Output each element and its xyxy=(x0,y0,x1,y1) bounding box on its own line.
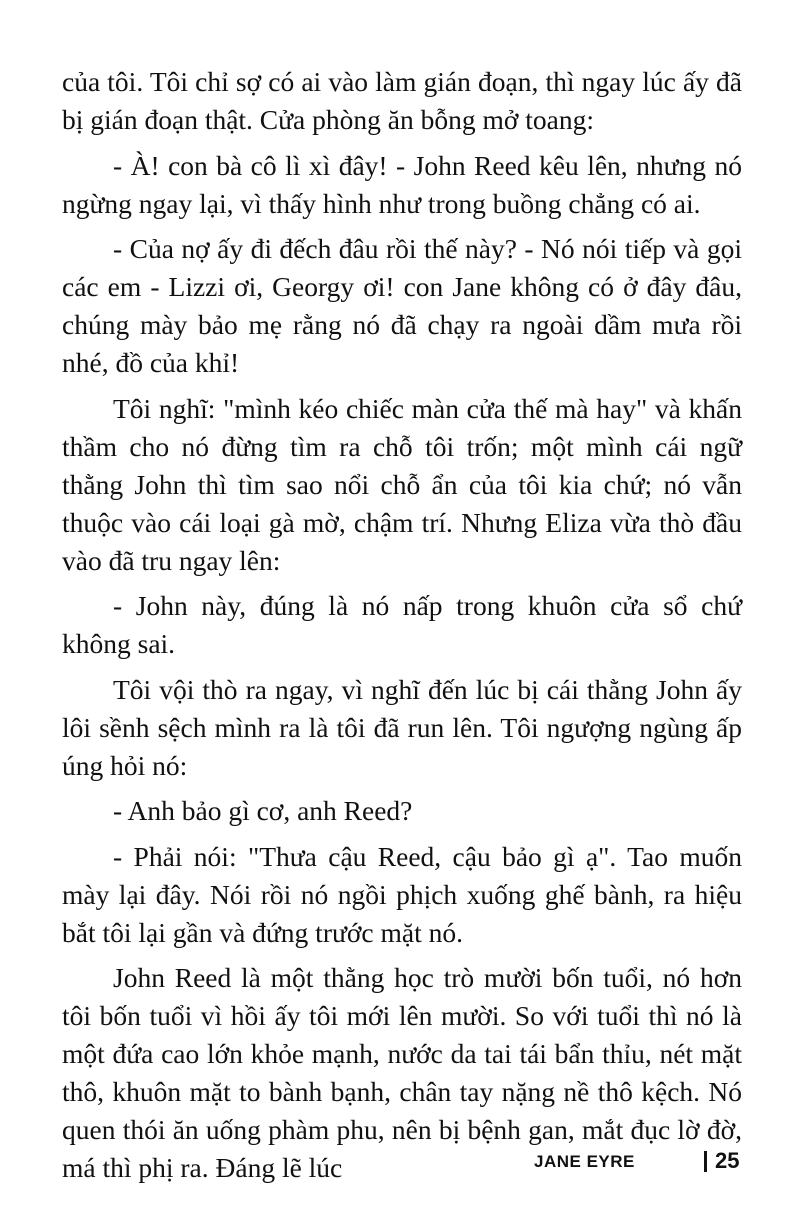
running-head: JANE EYRE xyxy=(534,1152,635,1171)
paragraph: của tôi. Tôi chỉ sợ có ai vào làm gián đoạn, thì ngay lúc ấy đã bị gián đoạn thật. Cửa phòng ăn bỗng mở toang: xyxy=(62,66,742,135)
page-footer xyxy=(0,1148,800,1178)
folio-divider xyxy=(704,1151,707,1172)
paragraph: Tôi vội thò ra ngay, vì nghĩ đến lúc bị cái thằng John ấy lôi sềnh sệch mình ra là tôi đã run lên. Tôi ngượng ngùng ấp úng hỏi nó: xyxy=(62,673,742,781)
paragraph: - John này, đúng là nó nấp trong khuôn cửa sổ chứ không sai. xyxy=(62,590,742,659)
paragraph: - Phải nói: "Thưa cậu Reed, cậu bảo gì ạ". Tao muốn mày lại đây. Nói rồi nó ngồi phịch xuống ghế bành, ra hiệu bắt tôi lại gần và đứng trước mặt nó. xyxy=(62,840,742,948)
paragraph: John Reed là một thằng học trò mười bốn tuổi, nó hơn tôi bốn tuổi vì hồi ấy tôi mới lên mười. So với tuổi thì nó là một đứa cao lớn khỏe mạnh, nước da tai tái bẩn thỉu, nét mặt thô, khuôn mặt to bành bạnh, chân tay nặng nề thô kệch. Nó quen thói ăn uống phàm phu, nên bị bệnh gan, mắt đục lờ đờ, má thì phị ra. Đáng lẽ lúc xyxy=(62,962,742,1183)
paragraph: - À! con bà cô lì xì đây! - John Reed kêu lên, nhưng nó ngừng ngay lại, vì thấy hình như trong buồng chẳng có ai. xyxy=(62,149,742,219)
page-number: 25 xyxy=(715,1148,740,1173)
paragraph: Tôi nghĩ: "mình kéo chiếc màn cửa thế mà hay" và khấn thầm cho nó đừng tìm ra chỗ tôi trốn; một mình cái ngữ thằng John thì tìm sao nổi chỗ ẩn của tôi kia chứ; nó vẫn thuộc vào cái loại gà mờ, chậm trí. Nhưng Eliza vừa thò đầu vào đã tru ngay lên: xyxy=(62,392,742,576)
paragraph: - Anh bảo gì cơ, anh Reed? xyxy=(113,795,413,826)
body-text xyxy=(62,63,742,1195)
paragraph: - Của nợ ấy đi đếch đâu rồi thế này? - Nó nói tiếp và gọi các em - Lizzi ơi, Georgy ơi! con Jane không có ở đây đâu, chúng mày bảo mẹ rằng nó đã chạy ra ngoài dầm mưa rồi nhé, đồ của khỉ! xyxy=(62,233,742,378)
